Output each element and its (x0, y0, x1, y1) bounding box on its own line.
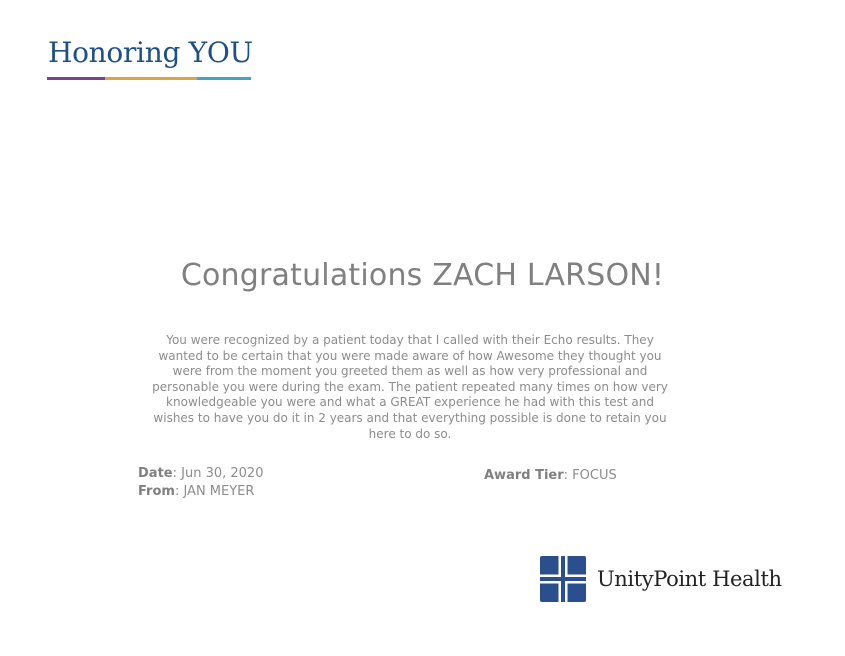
from-value: JAN MEYER (183, 484, 255, 499)
underline-purple (47, 77, 105, 80)
recognition-message: You were recognized by a patient today that I called with their Echo results. They wanted to be certain that you were made aware of how Awesome they thought you were from the moment you greeted them as well as how very professional and personable you were during the exam. The patient repeated many times on how very knowledgeable you were and what a GREAT experience he had with this test and wishes to have you do it in 2 years and that everything possible is done to retain you here to do so. (152, 333, 668, 441)
award-tier-label: Award Tier (484, 468, 564, 483)
award-tier-value: FOCUS (572, 468, 617, 483)
logo-underline (47, 77, 251, 80)
date-value: Jun 30, 2020 (181, 466, 264, 481)
underline-teal (197, 77, 251, 80)
cross-emblem-icon (540, 556, 586, 602)
from-row: From: JAN MEYER (138, 484, 255, 499)
from-label: From (138, 484, 175, 499)
underline-orange (105, 77, 197, 80)
brand-name: UnityPoint Health (597, 567, 782, 591)
logo-text: Honoring YOU (48, 36, 253, 69)
date-row: Date: Jun 30, 2020 (138, 466, 264, 481)
award-tier: Award Tier: FOCUS (484, 468, 617, 483)
unitypoint-logo (540, 556, 782, 602)
congratulations-headline: Congratulations ZACH LARSON! (180, 258, 665, 293)
recognition-details (138, 465, 263, 501)
date-label: Date (138, 466, 173, 481)
